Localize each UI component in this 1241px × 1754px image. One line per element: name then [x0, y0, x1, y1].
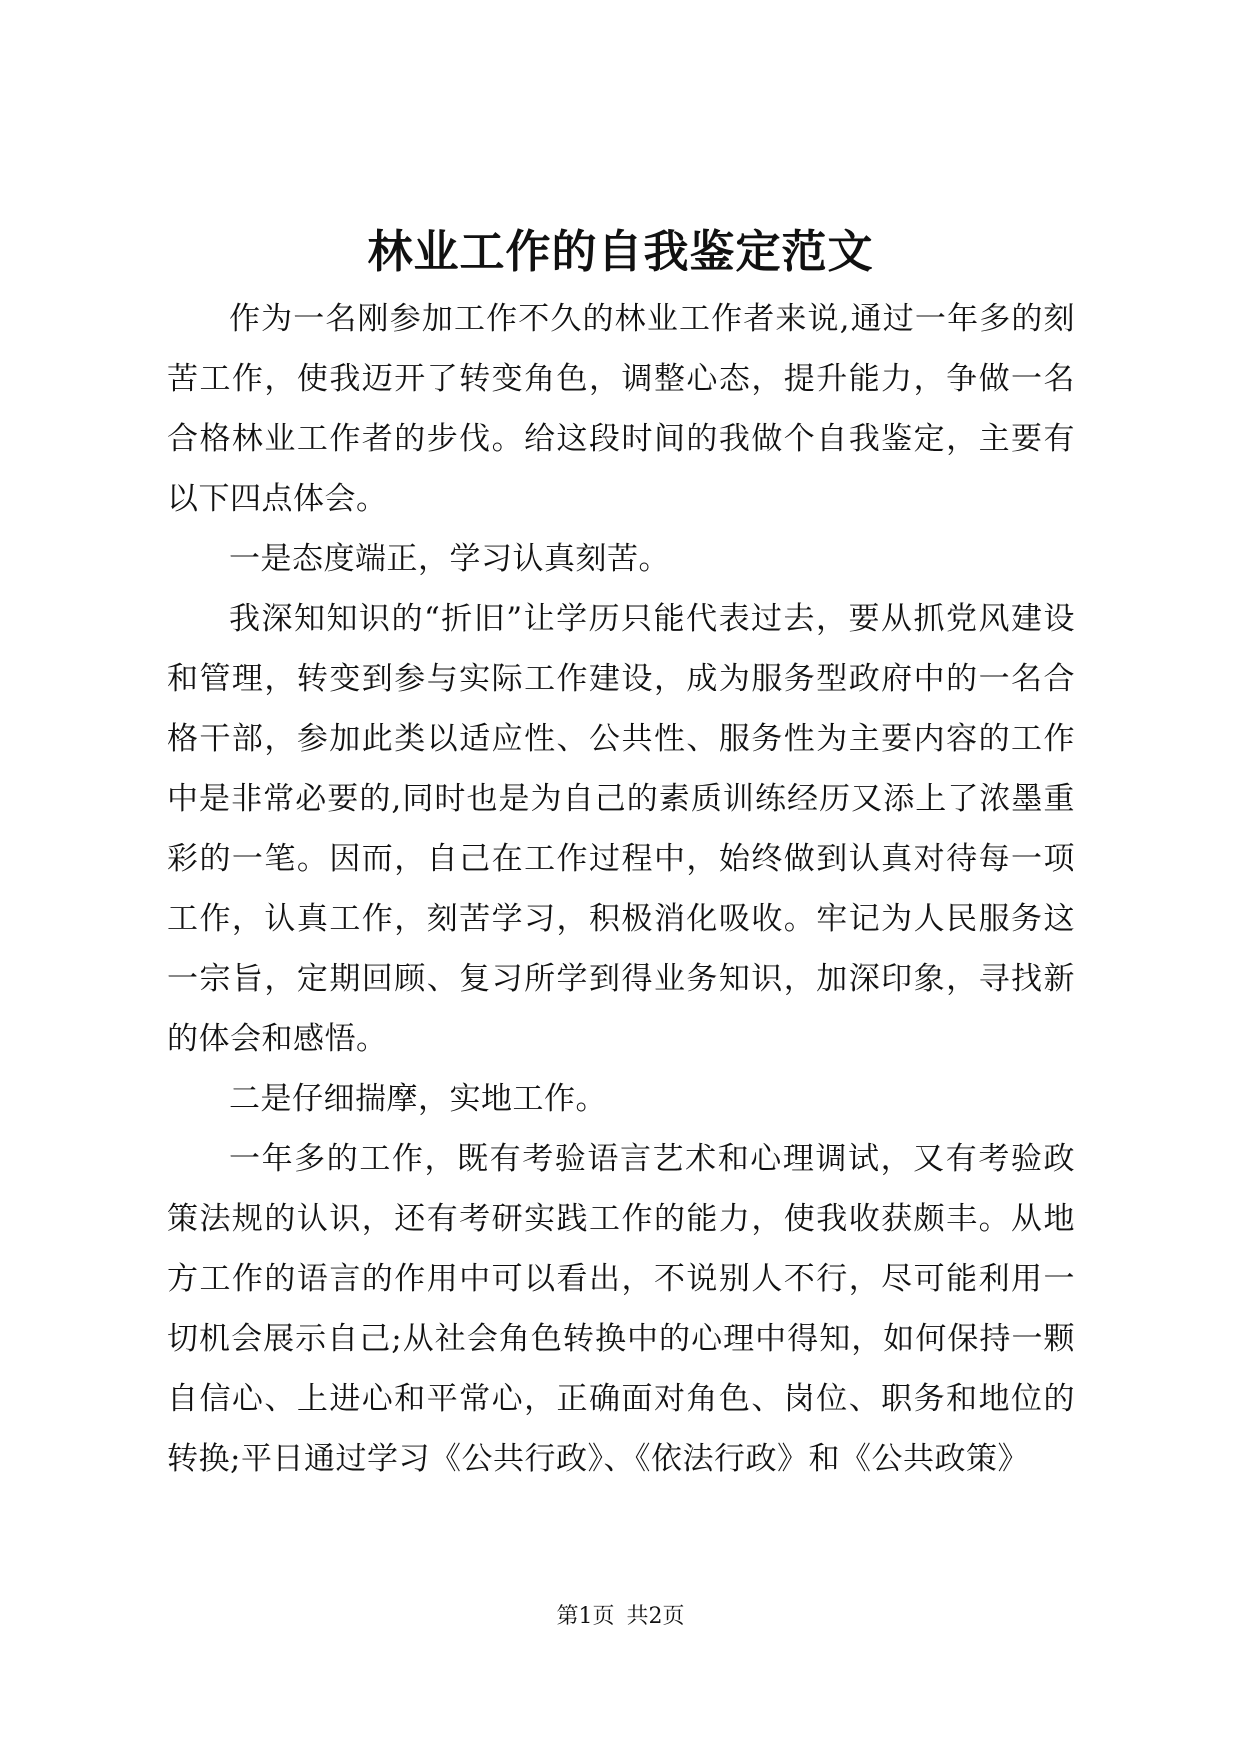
paragraph-point-two-body: 一年多的工作，既有考验语言艺术和心理调试，又有考验政策法规的认识，还有考研实践工作的能力，使我收获颇丰。从地方工作的语言的作用中可以看出，不说别人不行，尽可能利用一切机会展示自己;从社会角色转换中的心理中得知，如何保持一颗自信心、上进心和平常心，正确面对角色、岗位、职务和地位的转换;平日通过学习《公共行政》、《依法行政》和《公共政策》 [167, 1141, 1075, 1477]
paragraph-point-two-heading: 二是仔细揣摩，实地工作。 [229, 1081, 607, 1117]
page-number-current: 第1页 [556, 1604, 615, 1629]
page-footer [0, 1602, 1241, 1632]
document-body [167, 289, 1075, 1489]
paragraph-point-one-heading: 一是态度端正，学习认真刻苦。 [229, 541, 670, 577]
paragraph-intro: 作为一名刚参加工作不久的林业工作者来说,通过一年多的刻苦工作，使我迈开了转变角色，调整心态，提升能力，争做一名合格林业工作者的步伐。给这段时间的我做个自我鉴定，主要有以下四点体会。 [167, 301, 1075, 517]
page-number-total: 共2页 [626, 1604, 685, 1629]
paragraph-point-one-body: 我深知知识的“折旧”让学历只能代表过去，要从抓党风建设和管理，转变到参与实际工作建设，成为服务型政府中的一名合格干部，参加此类以适应性、公共性、服务性为主要内容的工作中是非常必要的,同时也是为自己的素质训练经历又添上了浓墨重彩的一笔。因而，自己在工作过程中，始终做到认真对待每一项工作，认真工作，刻苦学习，积极消化吸收。牢记为人民服务这一宗旨，定期回顾、复习所学到得业务知识，加深印象，寻找新的体会和感悟。 [167, 601, 1075, 1057]
document-title: 林业工作的自我鉴定范文 [367, 225, 874, 278]
